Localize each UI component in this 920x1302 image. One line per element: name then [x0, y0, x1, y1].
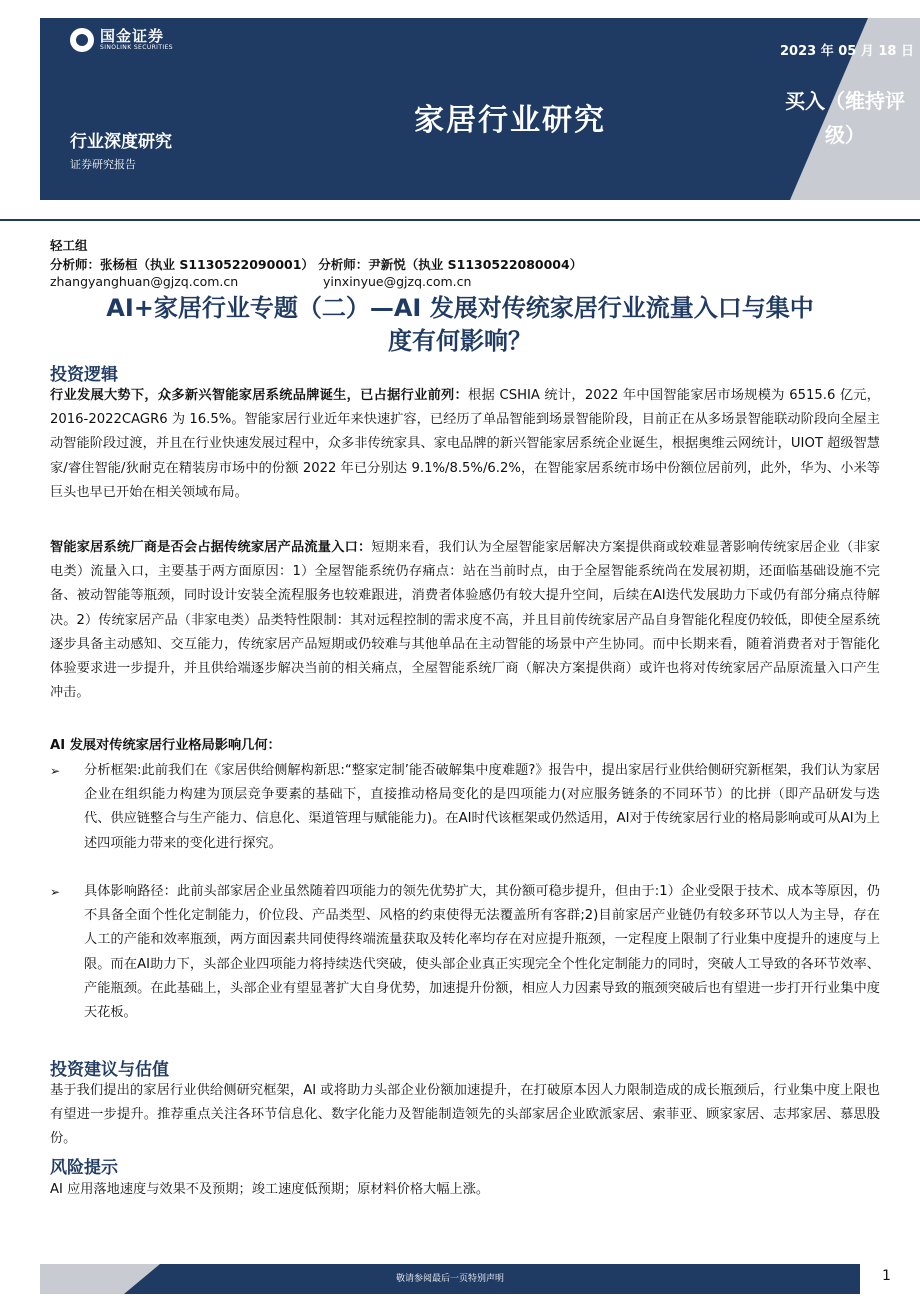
paragraph-traffic-entry: 智能家居系统厂商是否会占据传统家居产品流量入口：短期来看，我们认为全屋智能家居解决方案提供商或较难显著影响传统家居企业（非家电类）流量入口，主要基于两方面原因：1）全屋智能系统仍存痛点：站在当前时点，由于全屋智能系统尚在发展初期，还面临基础设施不完备、被动智能等瓶颈，同时设计安装全流程服务也较难跟进，消费者体验感仍有较大提升空间，后续在AI迭代发展助力下或仍有部分痛点待解决。2）传统家居产品（非家电类）品类特性限制：其对远程控制的需求度不高，并且目前传统家居产品自身智能化程度仍较低，即使全屋系统逐步具备主动感知、交互能力，传统家居产品短期或仍较难与其他单品在主动智能的场景中产生协同。而中长期来看，随着消费者对于智能化体验要求进一步提升，并且供给端逐步解决当前的相关痛点，全屋智能系统厂商（解决方案提供商）或许也将对传统家居产品原流量入口产生冲击。: [50, 540, 881, 701]
section-heading-logic: 投资逻辑: [50, 365, 118, 385]
bullet-analysis-framework: ➢ 分析框架:此前我们在《家居供给侧解构新思:“整家定制’能否破解集中度难题?》报告中，提出家居行业供给侧研究新框架，我们认为家居企业在组织能力构建为顶层竞争要素的基础下，直接推动格局变化的是四项能力(对应服务链条的不同环节）的比拼（即产品研发与迭代、供应链整合与生产能力、信息化、渠道管理与赋能能力)。在AI时代该框架或仍然适用，AI对于传统家居行业的格局影响或可从AI为上述四项能力带来的变化进行探究。: [50, 759, 880, 856]
footer-bar: [40, 1264, 860, 1294]
header-divider: [0, 219, 920, 221]
logo-name-en: SINOLINK SECURITIES: [100, 43, 173, 51]
footer-disclaimer[interactable]: 敬请参阅最后一页特别声明: [395, 1274, 504, 1284]
paragraph-advice: 基于我们提出的家居行业供给侧研究框架，AI 或将助力头部企业份额加速提升，在打破原本因人力限制造成的成长瓶颈后，行业集中度上限也有望进一步提升。推荐重点关注各环节信息化、数字化能力及智能制造领先的头部家居企业欧派家居、索菲亚、顾家家居、志邦家居、慕思股份。: [50, 1083, 880, 1147]
company-logo: [70, 28, 173, 52]
page-number: 1: [882, 1268, 891, 1284]
paragraph-ai-impact-heading: AI 发展对传统家居行业格局影响几何：: [50, 738, 281, 753]
section-heading-risk: 风险提示: [50, 1158, 118, 1178]
industry-title: 家居行业研究: [414, 103, 606, 138]
report-type: 证券研究报告: [70, 158, 136, 171]
group-label: 轻工组: [50, 238, 88, 253]
report-category: 行业深度研究: [70, 132, 172, 152]
bullet-impact-path: ➢ 具体影响路径：此前头部家居企业虽然随着四项能力的领先优势扩大，其份额可稳步提升，但由于:1）企业受限于技术、成本等原因，仍不具备全面个性化定制能力，价位段、产品类型、风格的约束使得无法覆盖所有客群;2)目前家居产业链仍有较多环节以人为主导，存在人工的产能和效率瓶颈，两方面因素共同使得终端流量获取及转化率均存在对应提升瓶颈，一定程度上限制了行业集中度提升的速度与上限。而在AI助力下，头部企业四项能力将持续迭代突破，使头部企业真正实现完全个性化定制能力的同时，突破人工导致的各环节效率、产能瓶颈。在此基础上，头部企业有望显著扩大自身优势，加速提升份额，相应人力因素导致的瓶颈突破后也有望进一步打开行业集中度天花板。: [50, 880, 880, 1025]
rating-badge: 买入（维持评级）: [785, 89, 905, 147]
analysts-line: 分析师：张杨桓（执业 S1130522090001） 分析师：尹新悦（执业 S1130522080004）: [50, 257, 583, 272]
bullet-arrow-icon: ➢: [50, 885, 61, 899]
section-heading-advice: 投资建议与估值: [50, 1060, 169, 1080]
logo-name-cn: 国金证券: [100, 26, 165, 45]
paragraph-industry-trend: 行业发展大势下，众多新兴智能家居系统品牌诞生，已占据行业前列：根据 CSHIA 统计，2022 年中国智能家居市场规模为 6515.6 亿元，2016-2022CAGR6 为 16.5%。智能家居行业近年来快速扩容，已经历了单品智能到场景智能阶段，目前正在从多场景智能联动阶段向全屋主动智能阶段过渡，并且在行业快速发展过程中，众多非传统家具、家电品牌的新兴智能家居系统企业诞生，根据奥维云网统计，UIOT 超级智慧家/睿住智能/狄耐克在精装房市场中的份额 2022 年已分别达 9.1%/8.5%/6.2%，在智能家居系统市场中份额位居前列，此外，华为、小米等巨头也早已开始在相关领域布局。: [50, 388, 880, 500]
report-title: AI+家居行业专题（二）—AI 发展对传统家居行业流量入口与集中 度有何影响？: [106, 294, 814, 355]
logo-mark-icon: [70, 28, 94, 52]
bullet-arrow-icon: ➢: [50, 764, 61, 778]
analyst-email-1[interactable]: zhangyanghuan@gjzq.com.cn: [50, 274, 239, 289]
paragraph-risk: AI 应用落地速度与效果不及预期；竣工速度低预期；原材料价格大幅上涨。: [50, 1182, 490, 1197]
report-date: 2023 年 05 月 18 日: [780, 44, 914, 59]
analyst-email-2[interactable]: yinxinyue@gjzq.com.cn: [323, 274, 472, 289]
